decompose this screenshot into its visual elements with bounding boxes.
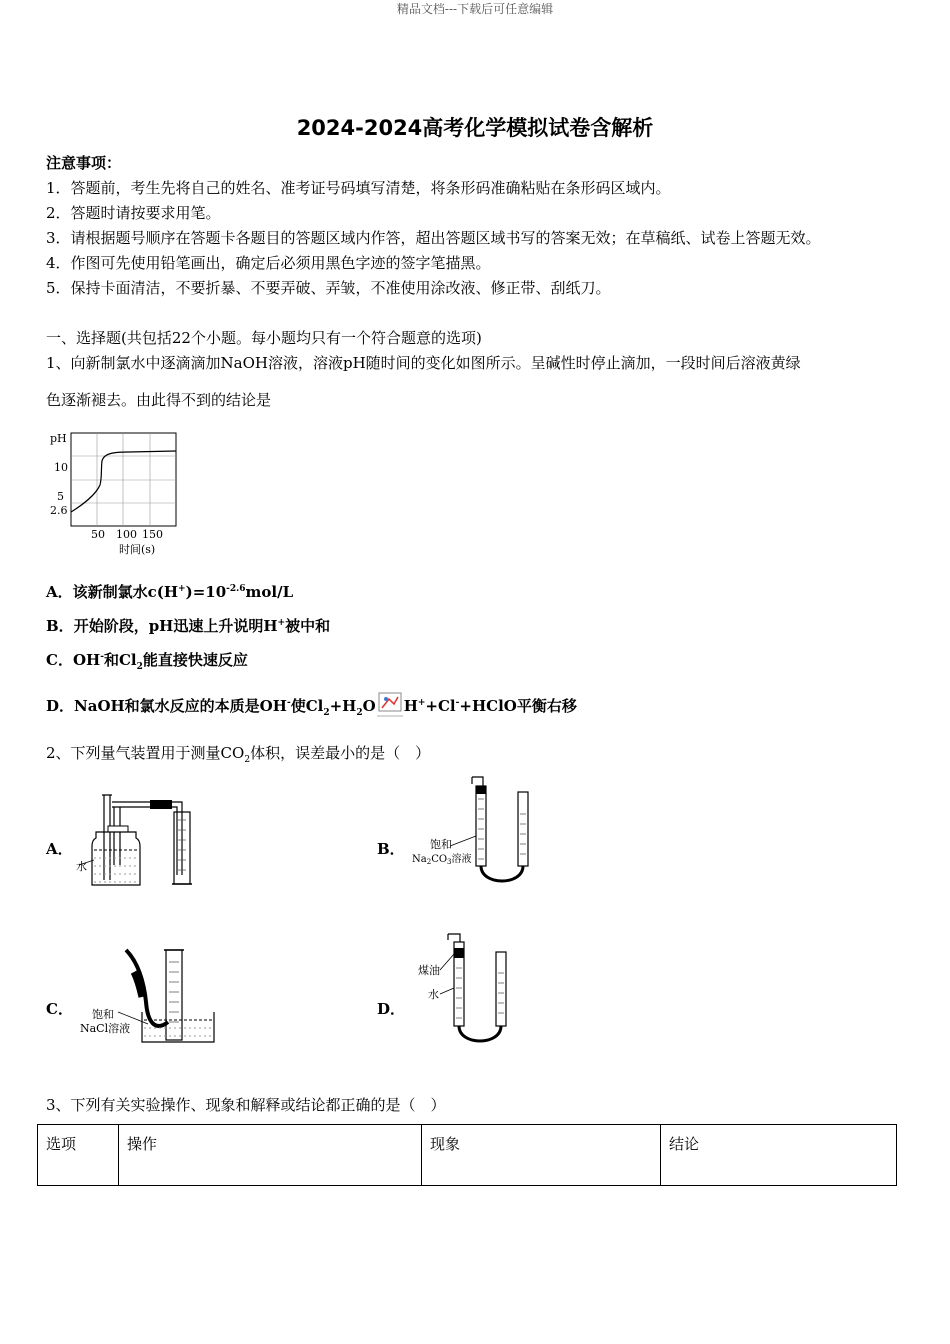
chart-y-tick: 5 — [57, 490, 64, 503]
chart-grid — [71, 433, 176, 526]
liquid-label: 煤油 — [418, 964, 440, 977]
chart-y-tick: 2.6 — [50, 504, 68, 517]
table-header-cell: 操作 — [119, 1125, 422, 1186]
chart-x-title: 时间(s) — [119, 543, 156, 556]
q2-stem: 2、下列量气装置用于测量$CO_2$体积，误差最小的是（ ） — [46, 744, 431, 765]
chart-frame — [71, 433, 176, 526]
apparatus-d-u-tube — [410, 928, 540, 1048]
table-header-cell: 现象 — [422, 1125, 661, 1186]
q2-option-d-label: D． — [377, 1000, 406, 1018]
notice-heading: 注意事项： — [46, 154, 122, 172]
q1-option-a: A．该新制氯水$c(H^+)=10^{-2.6}mol/L$ — [46, 583, 294, 601]
notice-item: 4．作图可先使用铅笔画出，确定后必须用黑色字迹的签字笔描黑。 — [46, 254, 491, 272]
q1-stem-line2: 色逐渐褪去。由此得不到的结论是 — [46, 391, 272, 409]
q1-option-d: D．NaOH和氯水反应的本质是OH-使$Cl_2+H_2O$ H++Cl-+HClO平衡右移 — [46, 695, 577, 718]
notice-item: 3．请根据题号顺序在答题卡各题目的答题区域内作答，超出答题区域书写的答案无效；在草稿纸、试卷上答题无效。 — [46, 229, 821, 247]
liquid-label: 饱和 — [92, 1008, 114, 1021]
chart-x-tick: 100 — [116, 528, 137, 541]
notice-item: 2．答题时请按要求用笔。 — [46, 204, 221, 222]
q2-option-c-label: C． — [46, 1000, 73, 1018]
apparatus-c-trough — [76, 942, 221, 1052]
section-heading: 一、选择题(共包括22个小题。每小题均只有一个符合题意的选项) — [46, 329, 482, 347]
q2-option-b-label: B． — [377, 840, 405, 858]
notice-item: 1．答题前，考生先将自己的姓名、准考证号码填写清楚，将条形码准确粘贴在条形码区域内。 — [46, 179, 671, 197]
notice-item: 5．保持卡面清洁，不要折暴、不要弄破、弄皱，不准使用涂改液、修正带、刮纸刀。 — [46, 279, 611, 297]
apparatus-b-u-tube — [410, 774, 540, 889]
chart-y-tick: 10 — [54, 461, 68, 474]
table-header-cell: 选项 — [38, 1125, 119, 1186]
liquid-label: 水 — [428, 988, 439, 1001]
q2-option-a-label: A． — [46, 840, 73, 858]
table-header-cell: 结论 — [661, 1125, 897, 1186]
liquid-label: NaCl溶液 — [80, 1022, 131, 1035]
q3-table — [37, 1124, 897, 1186]
apparatus-a-bottle-cylinder — [74, 790, 204, 890]
chart-x-tick: 150 — [142, 528, 163, 541]
q1-option-c: C．OH-和$Cl_2$能直接快速反应 — [46, 651, 248, 672]
chart-y-title: pH — [50, 432, 67, 445]
q3-stem: 3、下列有关实验操作、现象和解释或结论都正确的是（ ） — [46, 1096, 446, 1114]
table-header-row — [38, 1125, 897, 1186]
page-title: 2024-2024高考化学模拟试卷含解析 — [296, 116, 654, 140]
q1-option-b: B．开始阶段，pH迅速上升说明H+被中和 — [46, 617, 331, 635]
chart-x-tick: 50 — [91, 528, 105, 541]
liquid-label: 饱和 — [430, 838, 452, 851]
liquid-label: $Na_2CO_3$溶液 — [412, 854, 472, 866]
page-header: 精品文档---下载后可任意编辑 — [396, 2, 554, 16]
ph-time-chart — [44, 428, 184, 563]
liquid-water-label: 水 — [76, 860, 87, 873]
q1-stem-line1: 1、向新制氯水中逐滴滴加NaOH溶液，溶液pH随时间的变化如图所示。呈碱性时停止滴加，一段时间后溶液黄绿 — [46, 354, 801, 372]
